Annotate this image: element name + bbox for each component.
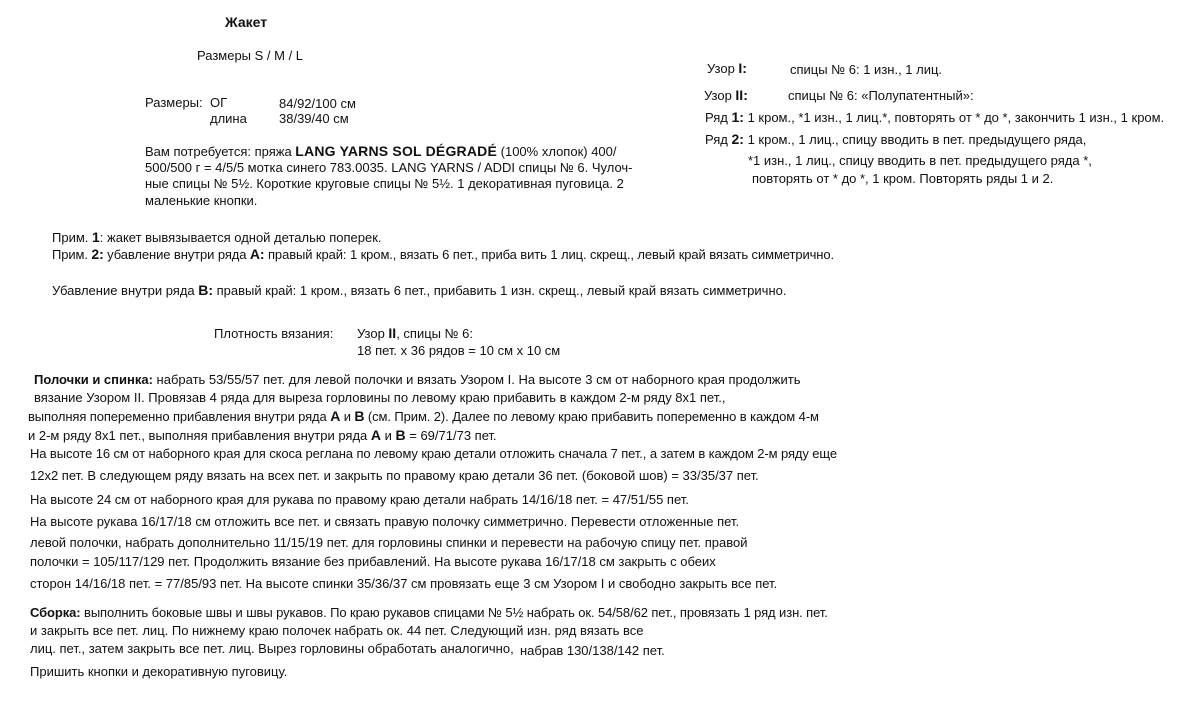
row-2-line-1: 1 кром., 1 лиц., спицу вводить в пет. предыдущего ряда,	[747, 132, 1087, 147]
body-line-4-a: и 2-м ряду 8х1 пет., выполняя прибавления внутри ряда	[28, 428, 371, 443]
materials-line-4: маленькие кнопки.	[145, 193, 258, 208]
length-label: длина	[210, 111, 247, 126]
note-2-text-a: убавление внутри ряда	[103, 247, 250, 262]
pattern-1	[707, 60, 747, 77]
decrease-b-text-a: Убавление внутри ряда	[52, 283, 199, 298]
pattern-2-num: II:	[735, 87, 748, 103]
row-2-line-3: повторять от * до *, 1 кром. Повторять ряды 1 и 2.	[752, 171, 1054, 186]
note-2-label: Прим.	[52, 247, 92, 262]
pattern-2	[704, 87, 748, 104]
pattern-1-label: Узор	[707, 61, 739, 76]
materials-line-1	[145, 143, 617, 160]
og-label: ОГ	[210, 95, 228, 110]
body-line-4	[28, 427, 497, 444]
materials-intro: Вам потребуется: пряжа	[145, 144, 296, 159]
note-2	[52, 246, 834, 263]
body-line-3-b: и	[340, 409, 355, 424]
body-line-4-B: В	[395, 427, 406, 443]
body-line-4-A: А	[370, 427, 381, 443]
body-line-6: 12х2 пет. В следующем ряду вязать на всех пет. и закрыть по правому краю детали 36 пет. (боковой шов) = 33/35/37 пет.	[30, 468, 759, 483]
gauge-pattern	[357, 325, 473, 342]
row-1-num: 1:	[731, 109, 744, 125]
note-2-letter: А:	[249, 246, 265, 262]
assembly-line-1	[30, 605, 828, 621]
yarn-name: LANG YARNS SOL DÉGRADÉ	[295, 143, 498, 159]
gauge-value: 18 пет. х 36 рядов = 10 см х 10 см	[357, 343, 561, 358]
materials-composition: (100% хлопок) 400/	[497, 144, 617, 159]
note-1-num: 1	[92, 229, 100, 245]
row-2-num: 2:	[731, 131, 744, 147]
body-line-1	[34, 372, 800, 388]
gauge-pattern-post: , спицы № 6:	[396, 326, 474, 341]
gauge-label: Плотность вязания:	[214, 326, 334, 341]
note-1-label: Прим.	[52, 230, 92, 245]
decrease-b-text-b: правый край: 1 кром., вязать 6 пет., прибавить 1 изн. скрещ., левый край вязать симметрично.	[213, 283, 787, 298]
body-line-1-text: набрать 53/55/57 пет. для левой полочки и вязать Узором I. На высоте 3 см от наборного края продолжить	[152, 372, 801, 387]
body-line-10: полочки = 105/117/129 пет. Продолжить вязание без прибавлений. На высоте рукава 16/17/18 см закрыть с обеих	[30, 554, 716, 569]
body-line-4-b: и	[381, 428, 396, 443]
body-line-3-a: выполняя попеременно прибавления внутри ряда	[28, 409, 331, 424]
pattern-1-num: I:	[738, 60, 747, 76]
body-line-3-B: В	[354, 408, 365, 424]
body-line-7: На высоте 24 см от наборного края для рукава по правому краю детали набрать 14/16/18 пет. = 47/51/55 пет.	[30, 492, 689, 507]
row-2-label: Ряд	[705, 132, 732, 147]
body-line-11: сторон 14/16/18 пет. = 77/85/93 пет. На высоте спинки 35/36/37 см провязать еще 3 см Узором I и свободно закрыть все пет.	[30, 576, 778, 591]
row-2-line-2: *1 изн., 1 лиц., спицу вводить в пет. предыдущего ряда *,	[748, 153, 1092, 168]
pattern-2-label: Узор	[704, 88, 736, 103]
og-value: 84/92/100 см	[279, 96, 356, 111]
length-value: 38/39/40 см	[279, 111, 349, 126]
decrease-b-letter: В:	[198, 282, 214, 298]
body-line-1-heading: Полочки и спинка:	[34, 372, 153, 387]
body-line-4-c: = 69/71/73 пет.	[405, 428, 497, 443]
assembly-line-2: и закрыть все пет. лиц. По нижнему краю полочек набрать ок. 44 пет. Следующий изн. ряд вязать все	[30, 623, 644, 638]
page-title: Жакет	[225, 14, 268, 30]
body-line-9: левой полочки, набрать дополнительно 11/15/19 пет. для горловины спинки и перевести на рабочую спицу пет. правой	[30, 535, 748, 550]
row-1-text: 1 кром., *1 изн., 1 лиц.*, повторять от * до *, закончить 1 изн., 1 кром.	[747, 110, 1165, 125]
body-line-3-A: А	[330, 408, 341, 424]
assembly-line-1-text: выполнить боковые швы и швы рукавов. По краю рукавов спицами № 5½ набрать ок. 54/58/62 пет., провязать 1 ряд изн. пет.	[80, 605, 828, 620]
row-1-label: Ряд	[705, 110, 732, 125]
body-line-3	[28, 408, 819, 425]
pattern-2-row-2	[705, 131, 1086, 148]
note-2-text-b: правый край: 1 кром., вязать 6 пет., приба вить 1 лиц. скрещ., левый край вязать симметрично.	[264, 247, 835, 262]
materials-line-2: 500/500 г = 4/5/5 мотка синего 783.0035. LANG YARNS / ADDI спицы № 6. Чулоч-	[145, 160, 633, 175]
decrease-b	[52, 282, 786, 299]
body-line-5: На высоте 16 см от наборного края для скоса реглана по левому краю детали отложить сначала 7 пет., а затем в каждом 2-м ряду еще	[30, 446, 837, 461]
assembly-line-4: Пришить кнопки и декоративную пуговицу.	[30, 664, 288, 679]
sizes-label: Размеры:	[145, 95, 203, 110]
assembly-line-3: лиц. пет., затем закрыть все пет. лиц. Вырез горловины обработать аналогично,	[30, 641, 514, 656]
assembly-heading: Сборка:	[30, 605, 81, 620]
note-1-text: : жакет вывязывается одной деталью поперек.	[99, 230, 382, 245]
pattern-2-row-1	[705, 109, 1164, 126]
pattern-1-text: спицы № 6: 1 изн., 1 лиц.	[790, 62, 943, 77]
note-1	[52, 229, 382, 246]
gauge-pattern-num: II	[388, 325, 397, 341]
gauge-pattern-pre: Узор	[357, 326, 389, 341]
body-line-3-c: (см. Прим. 2). Далее по левому краю прибавить попеременно в каждом 4-м	[364, 409, 819, 424]
body-line-8: На высоте рукава 16/17/18 см отложить все пет. и связать правую полочку симметрично. Перевести отложенные пет.	[30, 514, 740, 529]
materials-line-3: ные спицы № 5½. Короткие круговые спицы № 5½. 1 декоративная пуговица. 2	[145, 176, 624, 191]
sizes-header: Размеры S / M / L	[197, 48, 304, 63]
pattern-2-text: спицы № 6: «Полупатентный»:	[788, 88, 974, 103]
note-2-num: 2:	[91, 246, 104, 262]
assembly-line-3-tail: набрав 130/138/142 пет.	[520, 643, 665, 658]
body-line-2: вязание Узором II. Провязав 4 ряда для выреза горловины по левому краю прибавить в каждом 2-м ряду 8х1 пет.,	[34, 390, 726, 405]
